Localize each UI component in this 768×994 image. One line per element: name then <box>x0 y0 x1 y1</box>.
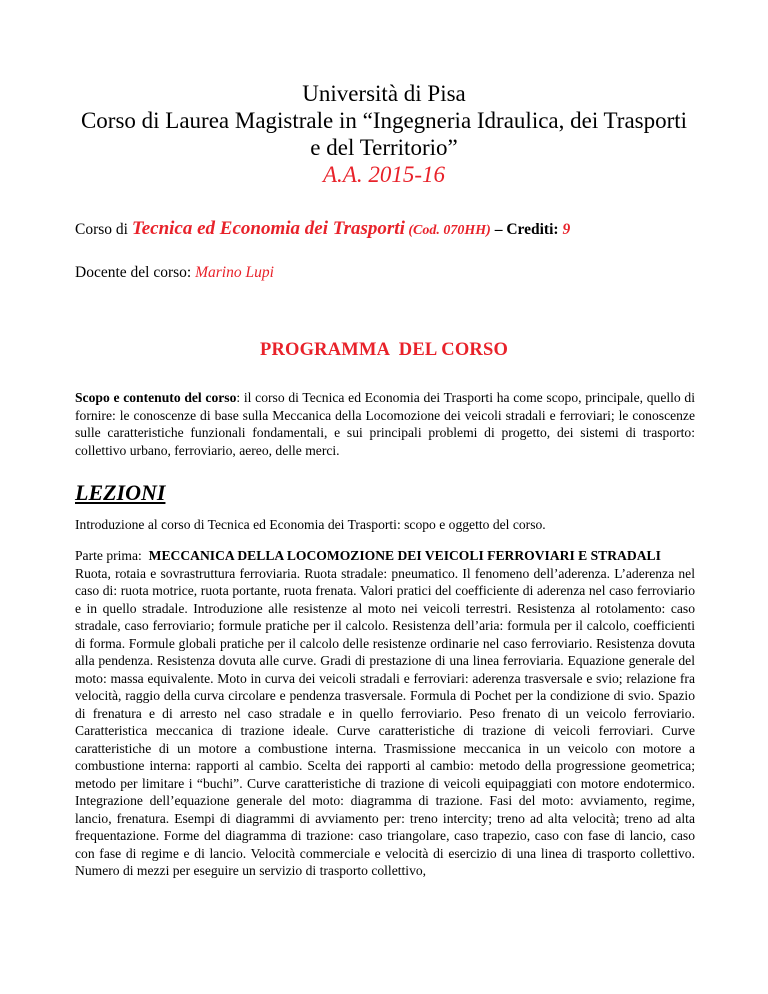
scope-label: Scopo e contenuto del corso <box>75 390 237 405</box>
part-one-section <box>75 547 695 880</box>
credits-value: 9 <box>562 221 571 238</box>
part-one-label: Parte prima: <box>75 548 149 563</box>
teacher-name: Marino Lupi <box>195 264 274 281</box>
teacher-info <box>75 263 274 283</box>
program-title: PROGRAMMA DEL CORSO <box>259 340 509 360</box>
university-name: Università di Pisa <box>302 81 466 106</box>
teacher-label: Docente del corso: <box>75 264 196 281</box>
degree-title-line1: Corso di Laurea Magistrale in “Ingegneria Idraulica, dei Trasporti <box>80 108 688 133</box>
scope-text: : il corso di Tecnica ed Economia dei Trasporti ha come scopo, principale, quello di fornire: le conoscenze di base sulla Meccanica della Locomozione dei veicoli stradali e ferroviari; le conoscenze sulle caratteristiche funzionali fondamentali, e sui principali problemi di progetto, dei sistemi di trasporto: collettivo urbano, ferroviario, aereo, delle merci. <box>75 390 695 458</box>
course-prefix: Corso di <box>75 221 132 238</box>
course-code: (Cod. 070HH) <box>404 223 491 238</box>
degree-title-line2: e del Territorio” <box>310 135 458 160</box>
part-one-heading: MECCANICA DELLA LOCOMOZIONE DEI VEICOLI FERROVIARI E STRADALI <box>148 548 661 563</box>
course-info <box>75 219 570 241</box>
intro-paragraph: Introduzione al corso di Tecnica ed Economia dei Trasporti: scopo e oggetto del corso. <box>75 517 546 532</box>
course-dash: – <box>490 221 507 238</box>
academic-year: A.A. 2015-16 <box>322 162 445 187</box>
document-header <box>0 80 768 188</box>
part-one-text: Ruota, rotaia e sovrastruttura ferroviaria. Ruota stradale: pneumatico. Il fenomeno dell’aderenza. L’aderenza nel caso di: ruota motrice, ruota portante, ruota frenata. Valori pratici del coefficiente di aderenza nel caso ferroviario e in quello stradale. Introduzione alle resistenze al moto nei veicoli terrestri. Resistenza al rotolamento: caso stradale, caso ferroviario; formule pratiche per il calcolo. Resistenza dell’aria: formula per il calcolo, coefficienti di forma. Formule globali pratiche per il calcolo delle resistenze ordinarie nel caso ferroviario. Resistenza dovuta alla pendenza. Resistenza dovuta alle curve. Gradi di prestazione di una linea ferroviaria. Equazione generale del moto: massa equivalente. Moto in curva dei veicoli stradali e ferroviari: aderenza trasversale e svio; relazione fra velocità, raggio della curva circolare e pendenza trasversale. Formula di Pochet per la condizione di svio. Spazio di frenatura e di arresto nel caso stradale e in quello ferroviario. Peso frenato di un veicolo ferroviario. Caratteristica meccanica di trazione ideale. Curve caratteristiche di trazione di veicoli ferroviari. Curve caratteristiche di un motore a combustione interna. Trasmissione meccanica in un veicolo con motore a combustione interna: rapporti al cambio. Scelta dei rapporti al cambio: metodo della progressione geometrica; metodo per limitare i “buchi”. Curve caratteristiche di trazione di veicoli equipaggiati con motore endotermico. Integrazione dell’equazione generale del moto: diagramma di trazione. Fasi del moto: avviamento, regime, lancio, frenatura. Esempi di diagrammi di avviamento per: treno intercity; treno ad alta velocità; treno ad alta frequentazione. Forme del diagramma di trazione: caso triangolare, caso trapezio, caso con fase di lancio, caso con fase di regime e di lancio. Velocità commerciale e velocità di esercizio di una linea di trasporto collettivo. Numero di mezzi per eseguire un servizio di trasporto collettivo, <box>75 565 695 878</box>
lezioni-heading: LEZIONI <box>75 480 166 505</box>
course-name: Tecnica ed Economia dei Trasporti <box>131 218 405 239</box>
scope-paragraph <box>75 389 695 459</box>
credits-label: Crediti: <box>506 221 563 238</box>
